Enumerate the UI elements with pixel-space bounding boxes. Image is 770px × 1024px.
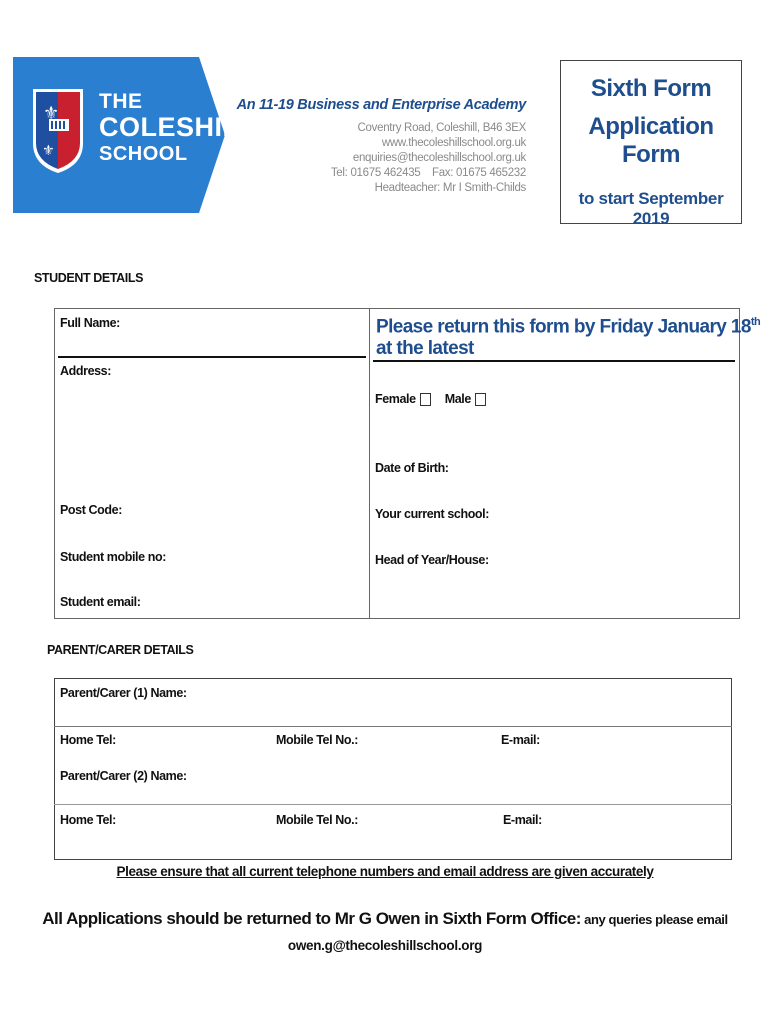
address-line: Coventry Road, Coleshill, B46 3EX bbox=[357, 122, 526, 134]
carer1-name-label: Parent/Carer (1) Name: bbox=[60, 686, 187, 700]
carer2-name-label: Parent/Carer (2) Name: bbox=[60, 769, 187, 783]
school-logo bbox=[13, 57, 257, 213]
title-application-form: Application Form bbox=[588, 113, 714, 168]
row-divider bbox=[54, 726, 732, 727]
form-title-box bbox=[560, 60, 742, 228]
headteacher-line: Headteacher: Mr I Smith-Childs bbox=[374, 182, 526, 194]
carer2-email-label: E-mail: bbox=[503, 813, 542, 827]
school-address-block bbox=[237, 97, 526, 196]
return-instructions-main: All Applications should be returned to Mr G Owen in Sixth Form Office: bbox=[42, 909, 581, 928]
male-label: Male bbox=[444, 392, 471, 406]
female-checkbox[interactable] bbox=[420, 393, 431, 406]
carer1-home-tel-label: Home Tel: bbox=[60, 733, 116, 747]
title-sixth-form: Sixth Form bbox=[590, 75, 712, 102]
student-email-label: Student email: bbox=[60, 595, 141, 609]
gender-options bbox=[375, 392, 500, 406]
carer2-mobile-label: Mobile Tel No.: bbox=[276, 813, 358, 827]
logo-wordmark bbox=[99, 91, 257, 164]
return-instructions bbox=[0, 909, 770, 929]
notice-underline bbox=[373, 360, 735, 362]
dob-label: Date of Birth: bbox=[375, 461, 449, 475]
head-of-year-label: Head of Year/House: bbox=[375, 553, 489, 567]
full-name-field[interactable] bbox=[58, 356, 366, 358]
carer1-mobile-label: Mobile Tel No.: bbox=[276, 733, 358, 747]
return-instructions-queries: any queries please email bbox=[580, 912, 728, 927]
current-school-label: Your current school: bbox=[375, 507, 490, 521]
return-deadline-notice bbox=[376, 316, 770, 360]
contact-email: owen.g@thecoleshillschool.org bbox=[287, 938, 483, 953]
student-mobile-label: Student mobile no: bbox=[60, 550, 166, 564]
full-name-label: Full Name: bbox=[60, 316, 120, 330]
carer2-home-tel-label: Home Tel: bbox=[60, 813, 116, 827]
notice-ordinal: th bbox=[750, 316, 761, 328]
notice-text-end: at the latest bbox=[376, 338, 474, 360]
address-label: Address: bbox=[60, 364, 111, 378]
carer1-email-label: E-mail: bbox=[501, 733, 540, 747]
student-box-divider bbox=[369, 309, 370, 618]
ensure-accuracy-note: Please ensure that all current telephone numbers and email address are given accurately bbox=[116, 864, 654, 879]
male-checkbox[interactable] bbox=[475, 393, 486, 406]
parent-details-heading: PARENT/CARER DETAILS bbox=[47, 643, 194, 657]
postcode-label: Post Code: bbox=[60, 503, 122, 517]
student-details-heading: STUDENT DETAILS bbox=[34, 271, 144, 285]
logo-line-the: THE bbox=[99, 90, 143, 113]
svg-text:⚜: ⚜ bbox=[43, 103, 60, 124]
logo-line-school: SCHOOL bbox=[99, 143, 188, 165]
female-label: Female bbox=[375, 392, 416, 406]
svg-text:⚜: ⚜ bbox=[42, 143, 55, 159]
notice-text: Please return this form by Friday January 18 bbox=[376, 316, 751, 338]
enquiries-email-line: enquiries@thecoleshillschool.org.uk bbox=[352, 152, 526, 164]
title-start-date: to start September 2019 bbox=[578, 189, 724, 228]
row-divider bbox=[54, 804, 732, 805]
phone-fax-line: Tel: 01675 462435 Fax: 01675 465232 bbox=[330, 167, 526, 179]
logo-line-coleshill: COLESHILL bbox=[99, 112, 257, 142]
school-tagline: An 11-19 Business and Enterprise Academy bbox=[236, 97, 526, 113]
website-line: www.thecoleshillschool.org.uk bbox=[381, 137, 526, 149]
